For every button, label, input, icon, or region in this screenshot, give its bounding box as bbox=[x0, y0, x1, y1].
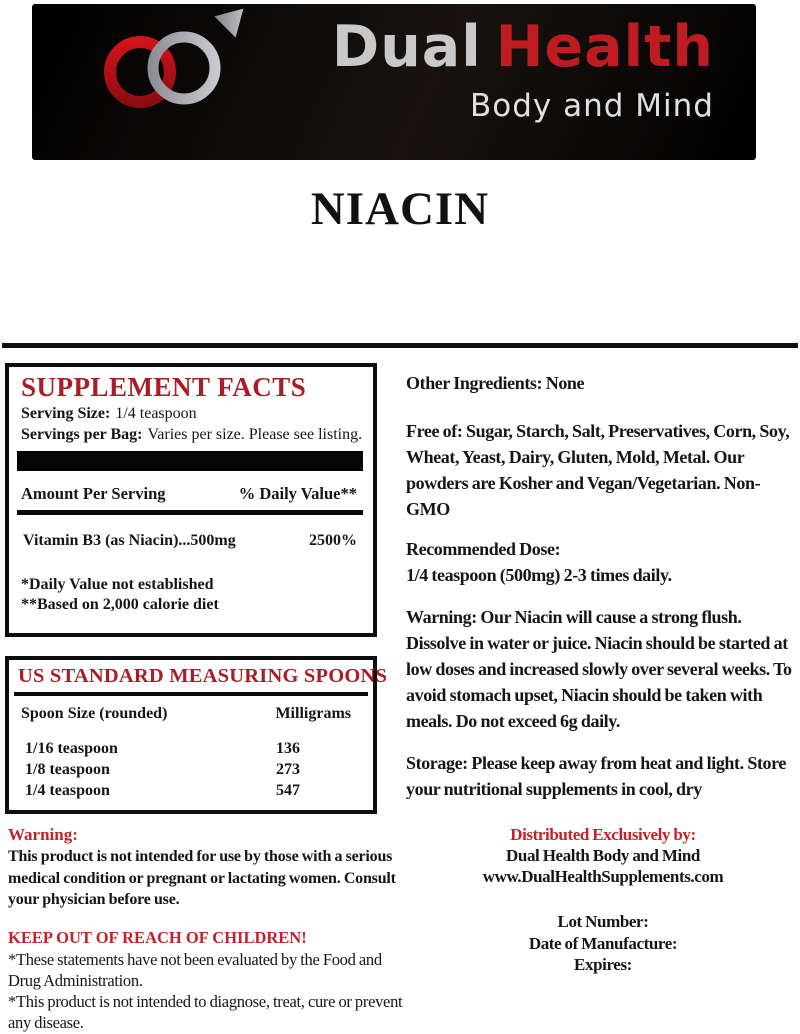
table-row bbox=[25, 780, 373, 801]
facts-header-row bbox=[21, 484, 357, 504]
date-of-manufacture-label: Date of Manufacture: bbox=[528, 933, 678, 953]
brand-tagline: Body and Mind bbox=[470, 87, 714, 124]
flush-warning-text: Warning: Our Niacin will cause a strong flush. Dissolve in water or juice. Niacin should be started at low doses and increased slowly over several weeks. To avoid stomach upset, Niacin should be taken with meals. Do not exceed 6g daily. bbox=[406, 607, 792, 731]
distribution-block bbox=[406, 824, 800, 887]
servings-per-bag-line bbox=[21, 425, 373, 446]
supplement-facts-title: SUPPLEMENT FACTS bbox=[21, 372, 307, 402]
table-row bbox=[25, 759, 373, 780]
table-row bbox=[25, 738, 373, 759]
recommended-dose-value: 1/4 teaspoon (500mg) 2-3 times daily. bbox=[406, 565, 672, 585]
serving-size-value: 1/4 teaspoon bbox=[115, 405, 197, 422]
measuring-spoons-panel bbox=[5, 656, 388, 814]
children-warning-section bbox=[8, 927, 408, 1033]
facts-rule bbox=[17, 510, 363, 515]
milligrams-header: Milligrams bbox=[275, 705, 351, 722]
storage-text: Storage: Please keep away from heat and light. Store your nutritional supplements in cool, dry bbox=[406, 753, 786, 799]
daily-value-header: % Daily Value** bbox=[238, 484, 357, 503]
ingredient-daily-value: 2500% bbox=[309, 532, 357, 549]
warning-text: This product is not intended for use by those with a serious medical condition or pregnant or lactating women. Consult your physician before use. bbox=[8, 848, 396, 908]
keep-out-of-reach-label: KEEP OUT OF REACH OF CHILDREN! bbox=[8, 928, 307, 947]
spoon-size: 1/4 teaspoon bbox=[25, 782, 110, 799]
warning-section bbox=[8, 824, 406, 911]
brand-name bbox=[331, 14, 714, 80]
spoon-size-header: Spoon Size (rounded) bbox=[21, 705, 168, 722]
ingredient-name: Vitamin B3 (as Niacin)...500mg bbox=[23, 532, 236, 549]
spoon-size: 1/16 teaspoon bbox=[25, 740, 118, 757]
amount-per-serving-header: Amount Per Serving bbox=[21, 484, 166, 503]
brand-text bbox=[331, 14, 714, 124]
info-column bbox=[406, 370, 800, 976]
warning-label: Warning: bbox=[8, 825, 78, 844]
spoon-mg: 547 bbox=[276, 782, 300, 799]
other-ingredients-text: Other Ingredients: None bbox=[406, 373, 585, 393]
free-of-text: Free of: Sugar, Starch, Salt, Preservatives, Corn, Soy, Wheat, Yeast, Dairy, Gluten, Mold, Metal. Our powders are Kosher and Vegan/Vegetarian. Non-GMO bbox=[406, 421, 790, 519]
servings-per-bag-value: Varies per size. Please see listing. bbox=[147, 425, 363, 443]
footnote-calorie-diet: **Based on 2,000 calorie diet bbox=[21, 595, 219, 613]
brand-name-dual: Dual bbox=[331, 14, 482, 80]
recommended-dose-label: Recommended Dose: bbox=[406, 539, 561, 559]
distributor-website: www.DualHealthSupplements.com bbox=[482, 867, 724, 886]
spoons-rows bbox=[25, 738, 373, 801]
fda-statement-1: *These statements have not been evaluated by the Food and Drug Administration. bbox=[8, 950, 382, 990]
table-row bbox=[23, 532, 357, 550]
spoon-size: 1/8 teaspoon bbox=[25, 761, 110, 778]
distributor-name: Dual Health Body and Mind bbox=[506, 846, 700, 865]
facts-footnotes bbox=[21, 575, 373, 614]
spoons-rule bbox=[14, 692, 368, 696]
spoons-header-row bbox=[21, 705, 351, 723]
serving-size-line bbox=[21, 404, 373, 425]
gender-symbols-logo bbox=[82, 6, 297, 162]
fda-statement-2: *This product is not intended to diagnose, treat, cure or prevent any disease. bbox=[8, 992, 403, 1032]
serving-size-label: Serving Size: bbox=[21, 405, 111, 422]
section-divider bbox=[2, 343, 798, 348]
lot-number-label: Lot Number: bbox=[557, 912, 649, 931]
servings-per-bag-label: Servings per Bag: bbox=[21, 425, 143, 443]
footnote-daily-value: *Daily Value not established bbox=[21, 576, 214, 593]
facts-black-bar bbox=[17, 451, 363, 471]
measuring-spoons-title: US STANDARD MEASURING SPOONS bbox=[18, 665, 388, 687]
brand-banner bbox=[32, 4, 756, 160]
supplement-facts-panel bbox=[5, 363, 377, 637]
expires-label: Expires: bbox=[574, 955, 632, 974]
product-title: NIACIN bbox=[310, 183, 490, 235]
spoon-mg: 136 bbox=[276, 740, 300, 757]
lot-info-block bbox=[406, 911, 800, 976]
spoon-mg: 273 bbox=[276, 761, 300, 778]
distributed-by-label: Distributed Exclusively by: bbox=[510, 825, 696, 844]
brand-name-health: Health bbox=[495, 14, 714, 80]
